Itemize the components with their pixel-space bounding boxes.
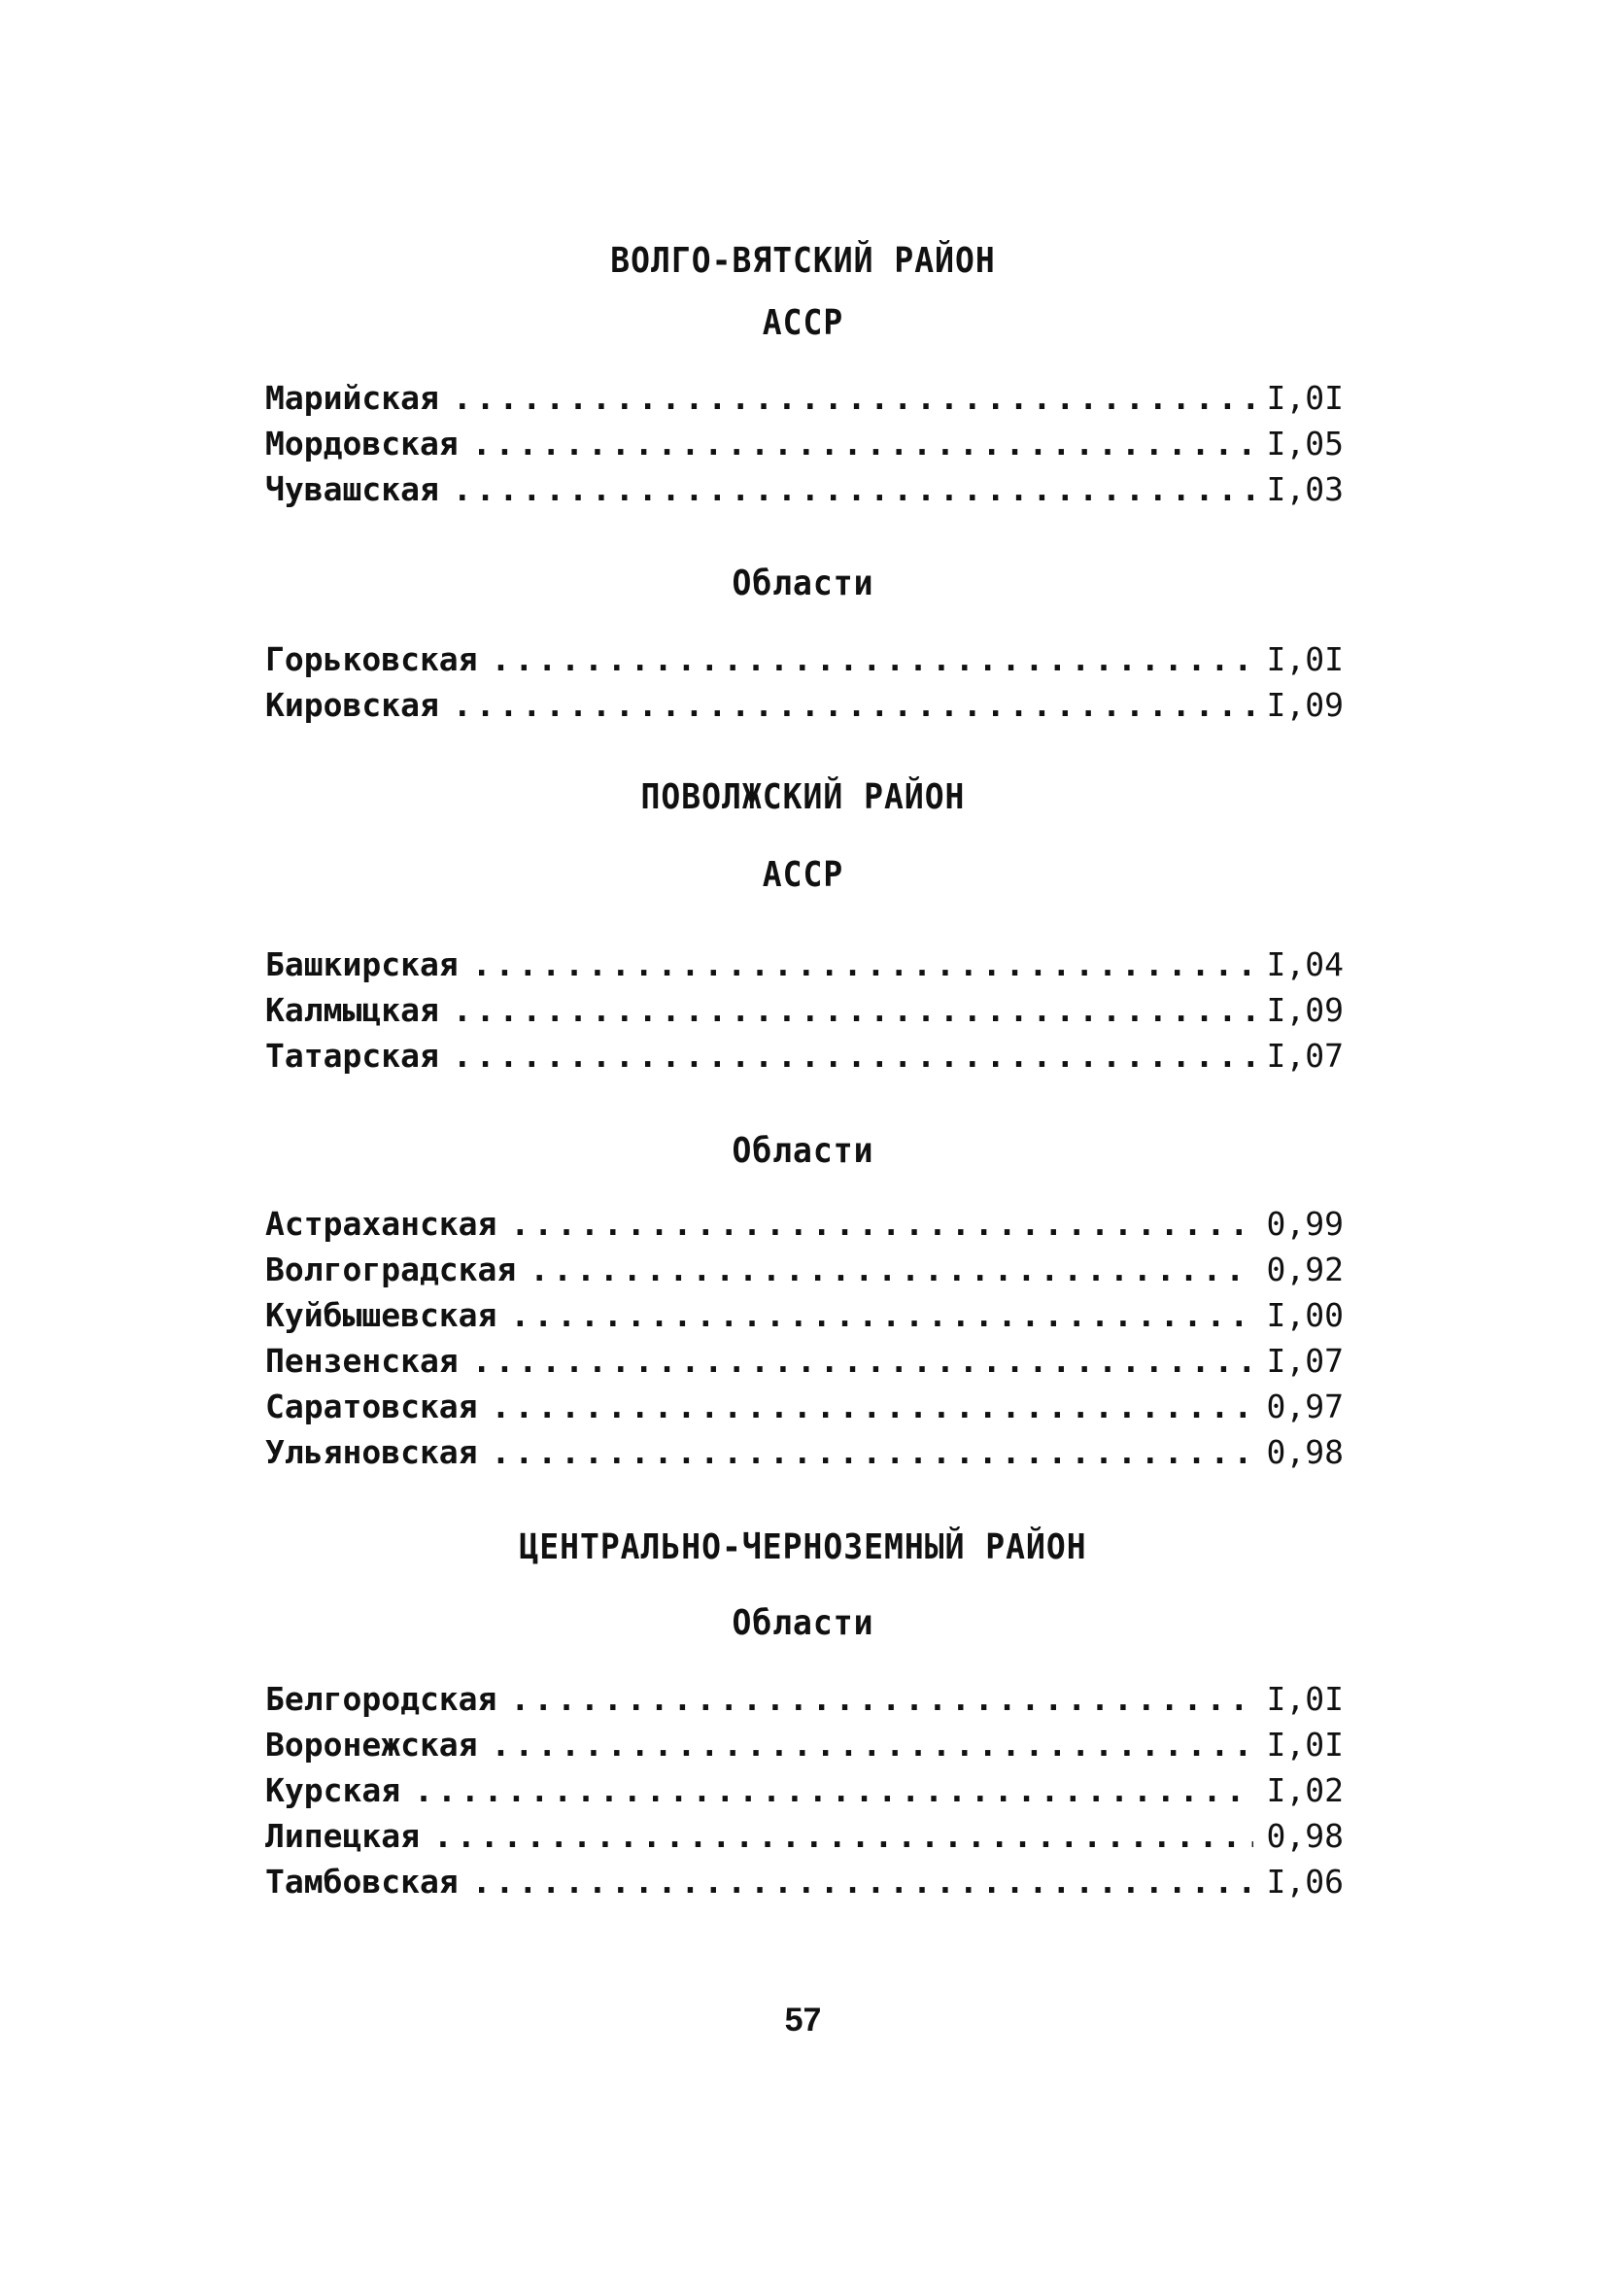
row-value: I,03	[1266, 470, 1344, 508]
dot-leader	[492, 1430, 1253, 1475]
row-value: 0,98	[1266, 1817, 1344, 1855]
group-title-oblasti: Области	[732, 562, 874, 603]
row-name: Воронежская	[265, 1726, 478, 1764]
table-row	[265, 1293, 1344, 1338]
row-value: I,05	[1266, 425, 1344, 463]
table-row	[265, 1248, 1344, 1292]
table-row	[265, 1814, 1344, 1859]
group-title-assr: АССР	[762, 853, 844, 895]
row-value: I,06	[1266, 1863, 1344, 1901]
row-value: I,0I	[1266, 379, 1344, 417]
row-value: 0,99	[1266, 1205, 1344, 1243]
dot-leader	[453, 988, 1253, 1033]
row-value: I,0I	[1266, 1726, 1344, 1764]
dot-leader	[453, 376, 1253, 421]
table-row	[265, 376, 1344, 421]
row-name: Саратовская	[265, 1388, 478, 1425]
row-value: 0,98	[1266, 1433, 1344, 1471]
row-name: Татарская	[265, 1037, 439, 1075]
row-value: I,00	[1266, 1296, 1344, 1334]
group-title-assr: АССР	[762, 301, 844, 343]
row-value: I,09	[1266, 991, 1344, 1029]
row-value: I,02	[1266, 1771, 1344, 1809]
row-name: Курская	[265, 1771, 401, 1809]
table-row	[265, 988, 1344, 1033]
section-title-volgo-vyatsky: ВОЛГО-ВЯТСКИЙ РАЙОН	[610, 239, 996, 281]
table-row	[265, 1768, 1344, 1813]
row-name: Марийская	[265, 379, 439, 417]
row-name: Горьковская	[265, 640, 478, 678]
dot-leader	[472, 422, 1253, 466]
dot-leader	[472, 1860, 1253, 1904]
row-name: Чувашская	[265, 470, 439, 508]
table-row	[265, 467, 1344, 512]
table-row	[265, 1677, 1344, 1722]
dot-leader	[453, 467, 1253, 512]
dot-leader	[510, 1677, 1252, 1722]
row-name: Тамбовская	[265, 1863, 459, 1901]
table-row	[265, 683, 1344, 728]
dot-leader	[433, 1814, 1253, 1859]
row-value: I,07	[1266, 1342, 1344, 1380]
dot-leader	[492, 1385, 1253, 1429]
row-name: Куйбышевская	[265, 1296, 497, 1334]
row-value: I,07	[1266, 1037, 1344, 1075]
table-row	[265, 1430, 1344, 1475]
group-title-oblasti: Области	[732, 1129, 874, 1171]
row-value: I,0I	[1266, 640, 1344, 678]
row-name: Кировская	[265, 686, 439, 724]
table-row	[265, 1723, 1344, 1767]
row-value: I,09	[1266, 686, 1344, 724]
table-row	[265, 637, 1344, 682]
table-row	[265, 1202, 1344, 1247]
row-name: Ульяновская	[265, 1433, 478, 1471]
row-name: Башкирская	[265, 945, 459, 983]
row-name: Астраханская	[265, 1205, 497, 1243]
group-title-oblasti: Области	[732, 1601, 874, 1643]
table-row	[265, 1339, 1344, 1384]
row-name: Липецкая	[265, 1817, 420, 1855]
dot-leader	[472, 942, 1253, 987]
table-row	[265, 422, 1344, 466]
row-name: Мордовская	[265, 425, 459, 463]
section-title-centralno-chernozemny: ЦЕНТРАЛЬНО-ЧЕРНОЗЕМНЫЙ РАЙОН	[519, 1525, 1087, 1567]
dot-leader	[492, 1723, 1253, 1767]
dot-leader	[453, 683, 1253, 728]
row-name: Калмыцкая	[265, 991, 439, 1029]
dot-leader	[414, 1768, 1252, 1813]
row-name: Волгоградская	[265, 1251, 517, 1288]
row-value: 0,97	[1266, 1388, 1344, 1425]
row-value: I,0I	[1266, 1680, 1344, 1718]
table-row	[265, 942, 1344, 987]
page-number: 57	[784, 2002, 822, 2039]
dot-leader	[472, 1339, 1253, 1384]
row-value: I,04	[1266, 945, 1344, 983]
table-row	[265, 1860, 1344, 1904]
table-row	[265, 1034, 1344, 1079]
table-row	[265, 1385, 1344, 1429]
section-title-povolzhsky: ПОВОЛЖСКИЙ РАЙОН	[640, 775, 966, 817]
dot-leader	[453, 1034, 1253, 1079]
row-name: Белгородская	[265, 1680, 497, 1718]
dot-leader	[530, 1248, 1252, 1292]
dot-leader	[492, 637, 1253, 682]
dot-leader	[510, 1293, 1252, 1338]
row-value: 0,92	[1266, 1251, 1344, 1288]
row-name: Пензенская	[265, 1342, 459, 1380]
dot-leader	[510, 1202, 1252, 1247]
